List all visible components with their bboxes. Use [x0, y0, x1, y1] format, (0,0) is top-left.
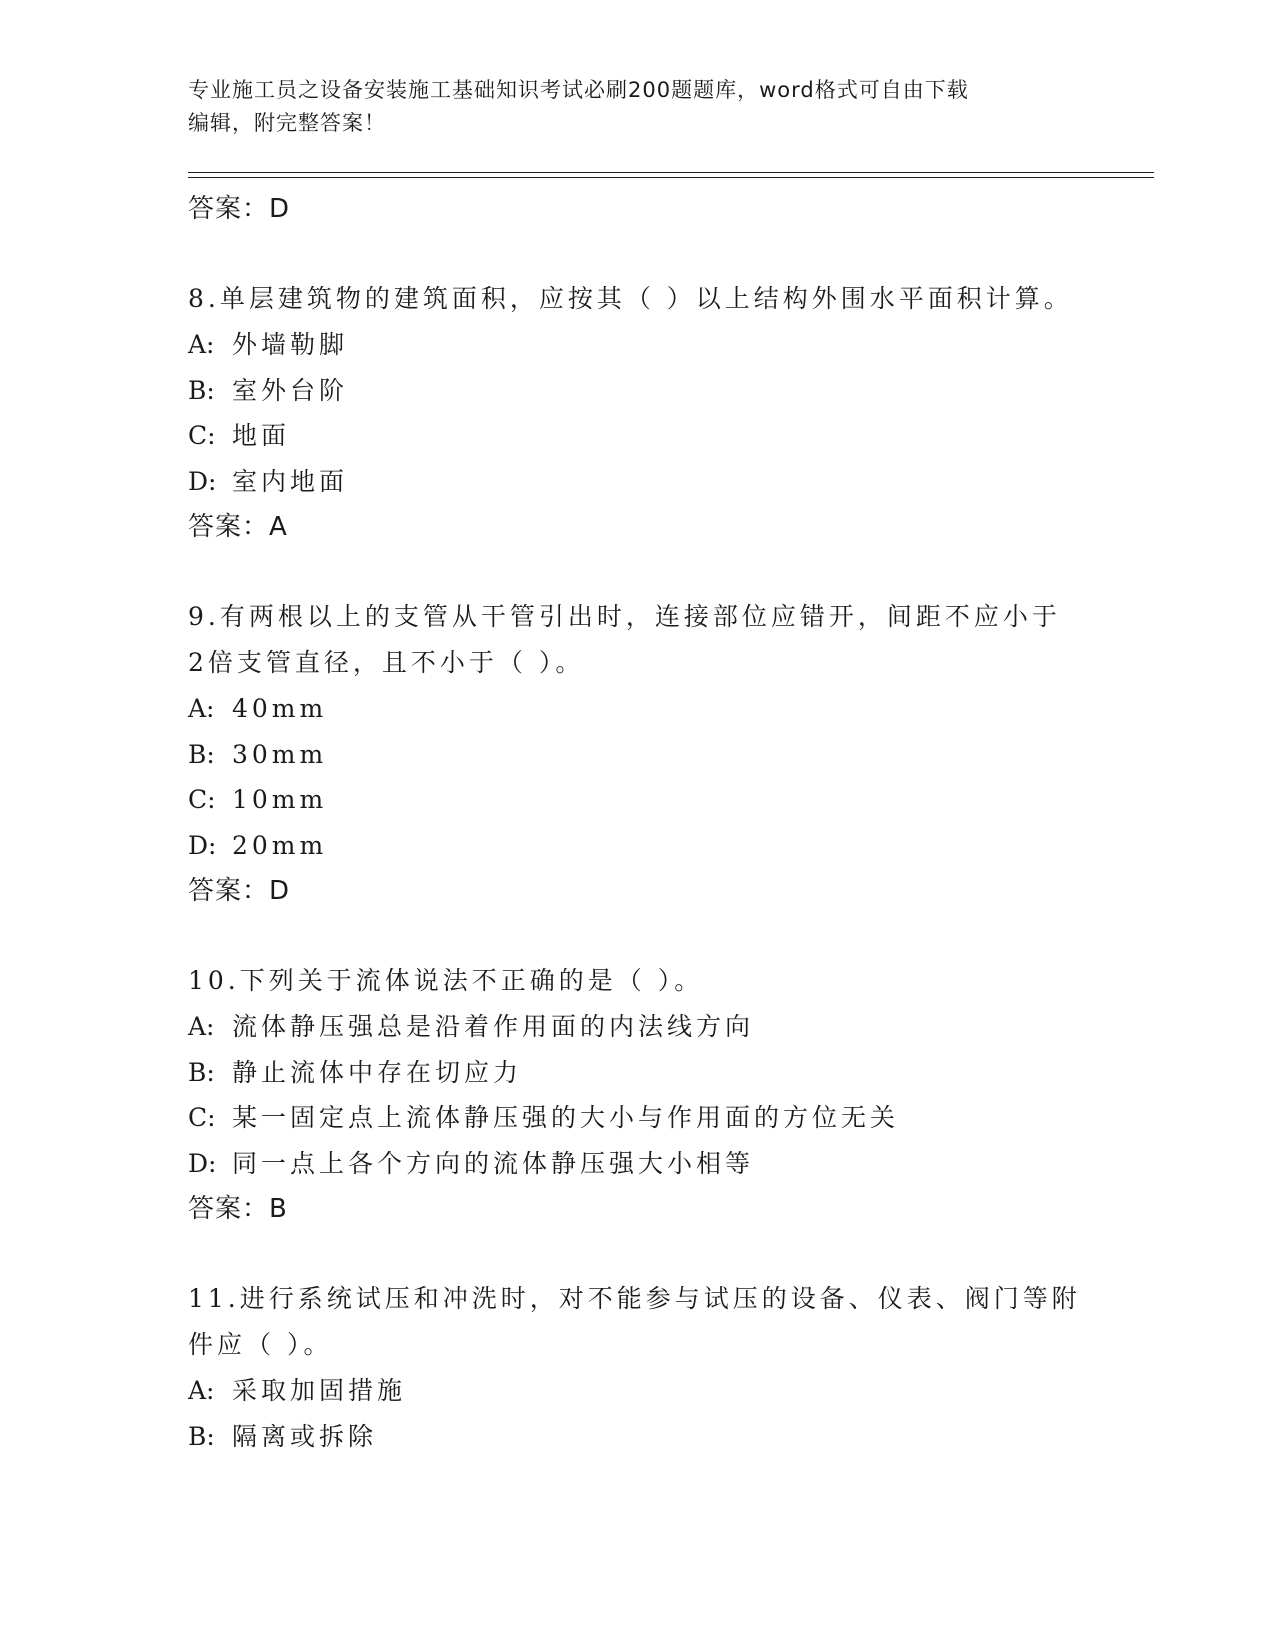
option-key: A:	[188, 1376, 215, 1405]
option-key: D:	[188, 830, 217, 860]
option-d	[188, 823, 1088, 869]
option-key: C:	[188, 785, 216, 814]
header-rule-top	[188, 172, 1154, 173]
answer: 答案：D	[188, 876, 291, 906]
option-key: A:	[188, 694, 215, 723]
answer-prev: 答案：D	[188, 194, 291, 224]
option-a	[188, 322, 1088, 368]
option-text: 室外台阶	[232, 375, 349, 405]
option-d	[188, 459, 1088, 505]
option-b	[188, 1414, 1088, 1460]
option-key: B:	[188, 1421, 215, 1451]
option-text: 静止流体中存在切应力	[232, 1057, 523, 1087]
document-header	[188, 74, 1088, 140]
option-text: 地面	[232, 421, 291, 450]
option-a	[188, 686, 1088, 732]
option-text: 流体静压强总是沿着作用面的内法线方向	[232, 1012, 755, 1041]
option-text: 采取加固措施	[232, 1376, 407, 1405]
option-text: 室内地面	[232, 466, 349, 496]
option-text: 40mm	[232, 694, 328, 723]
question-list	[188, 186, 1088, 1459]
option-c	[188, 413, 1088, 459]
question-9	[188, 594, 1088, 914]
option-text: 某一固定点上流体静压强的大小与作用面的方位无关	[232, 1103, 900, 1132]
option-text: 隔离或拆除	[232, 1421, 378, 1451]
header-line-2: 编辑，附完整答案！	[188, 111, 386, 135]
question-11	[188, 1276, 1088, 1459]
option-key: B:	[188, 1057, 215, 1087]
option-a	[188, 1368, 1088, 1414]
option-key: D:	[188, 1148, 217, 1178]
question-line: 9.有两根以上的支管从干管引出时，连接部位应错开，间距不应小于	[188, 602, 1061, 631]
option-text: 外墙勒脚	[232, 330, 349, 359]
option-c	[188, 1095, 1088, 1141]
header-line-1: 专业施工员之设备安装施工基础知识考试必刷200题题库，word格式可自由下载	[188, 78, 969, 102]
question-line: 11.进行系统试压和冲洗时，对不能参与试压的设备、仪表、阀门等附	[188, 1284, 1081, 1313]
option-key: A:	[188, 330, 215, 359]
header-rule-bottom	[188, 177, 1154, 178]
option-key: C:	[188, 1103, 216, 1132]
question-10	[188, 958, 1088, 1232]
option-b	[188, 1050, 1088, 1096]
question-text	[188, 958, 1088, 1004]
option-a	[188, 1004, 1088, 1050]
question-line: 2倍支管直径，且不小于（ ）。	[188, 648, 585, 677]
option-key: C:	[188, 421, 216, 450]
option-key: B:	[188, 375, 215, 405]
answer: 答案：B	[188, 1194, 288, 1224]
answer: 答案：A	[188, 512, 288, 542]
option-text: 10mm	[232, 785, 328, 814]
question-line: 8.单层建筑物的建筑面积，应按其（ ）以上结构外围水平面积计算。	[188, 284, 1073, 313]
option-text: 20mm	[232, 830, 328, 860]
option-d	[188, 1141, 1088, 1187]
question-text	[188, 1276, 1088, 1368]
question-text	[188, 276, 1088, 322]
option-text: 30mm	[232, 739, 328, 769]
option-key: D:	[188, 466, 217, 496]
question-text	[188, 594, 1088, 686]
option-b	[188, 368, 1088, 414]
question-line: 件应（ ）。	[188, 1330, 333, 1359]
question-line: 10.下列关于流体说法不正确的是（ ）。	[188, 966, 704, 995]
option-key: A:	[188, 1012, 215, 1041]
option-text: 同一点上各个方向的流体静压强大小相等	[232, 1148, 755, 1178]
option-c	[188, 777, 1088, 823]
question-8	[188, 276, 1088, 550]
option-b	[188, 732, 1088, 778]
option-key: B:	[188, 739, 215, 769]
